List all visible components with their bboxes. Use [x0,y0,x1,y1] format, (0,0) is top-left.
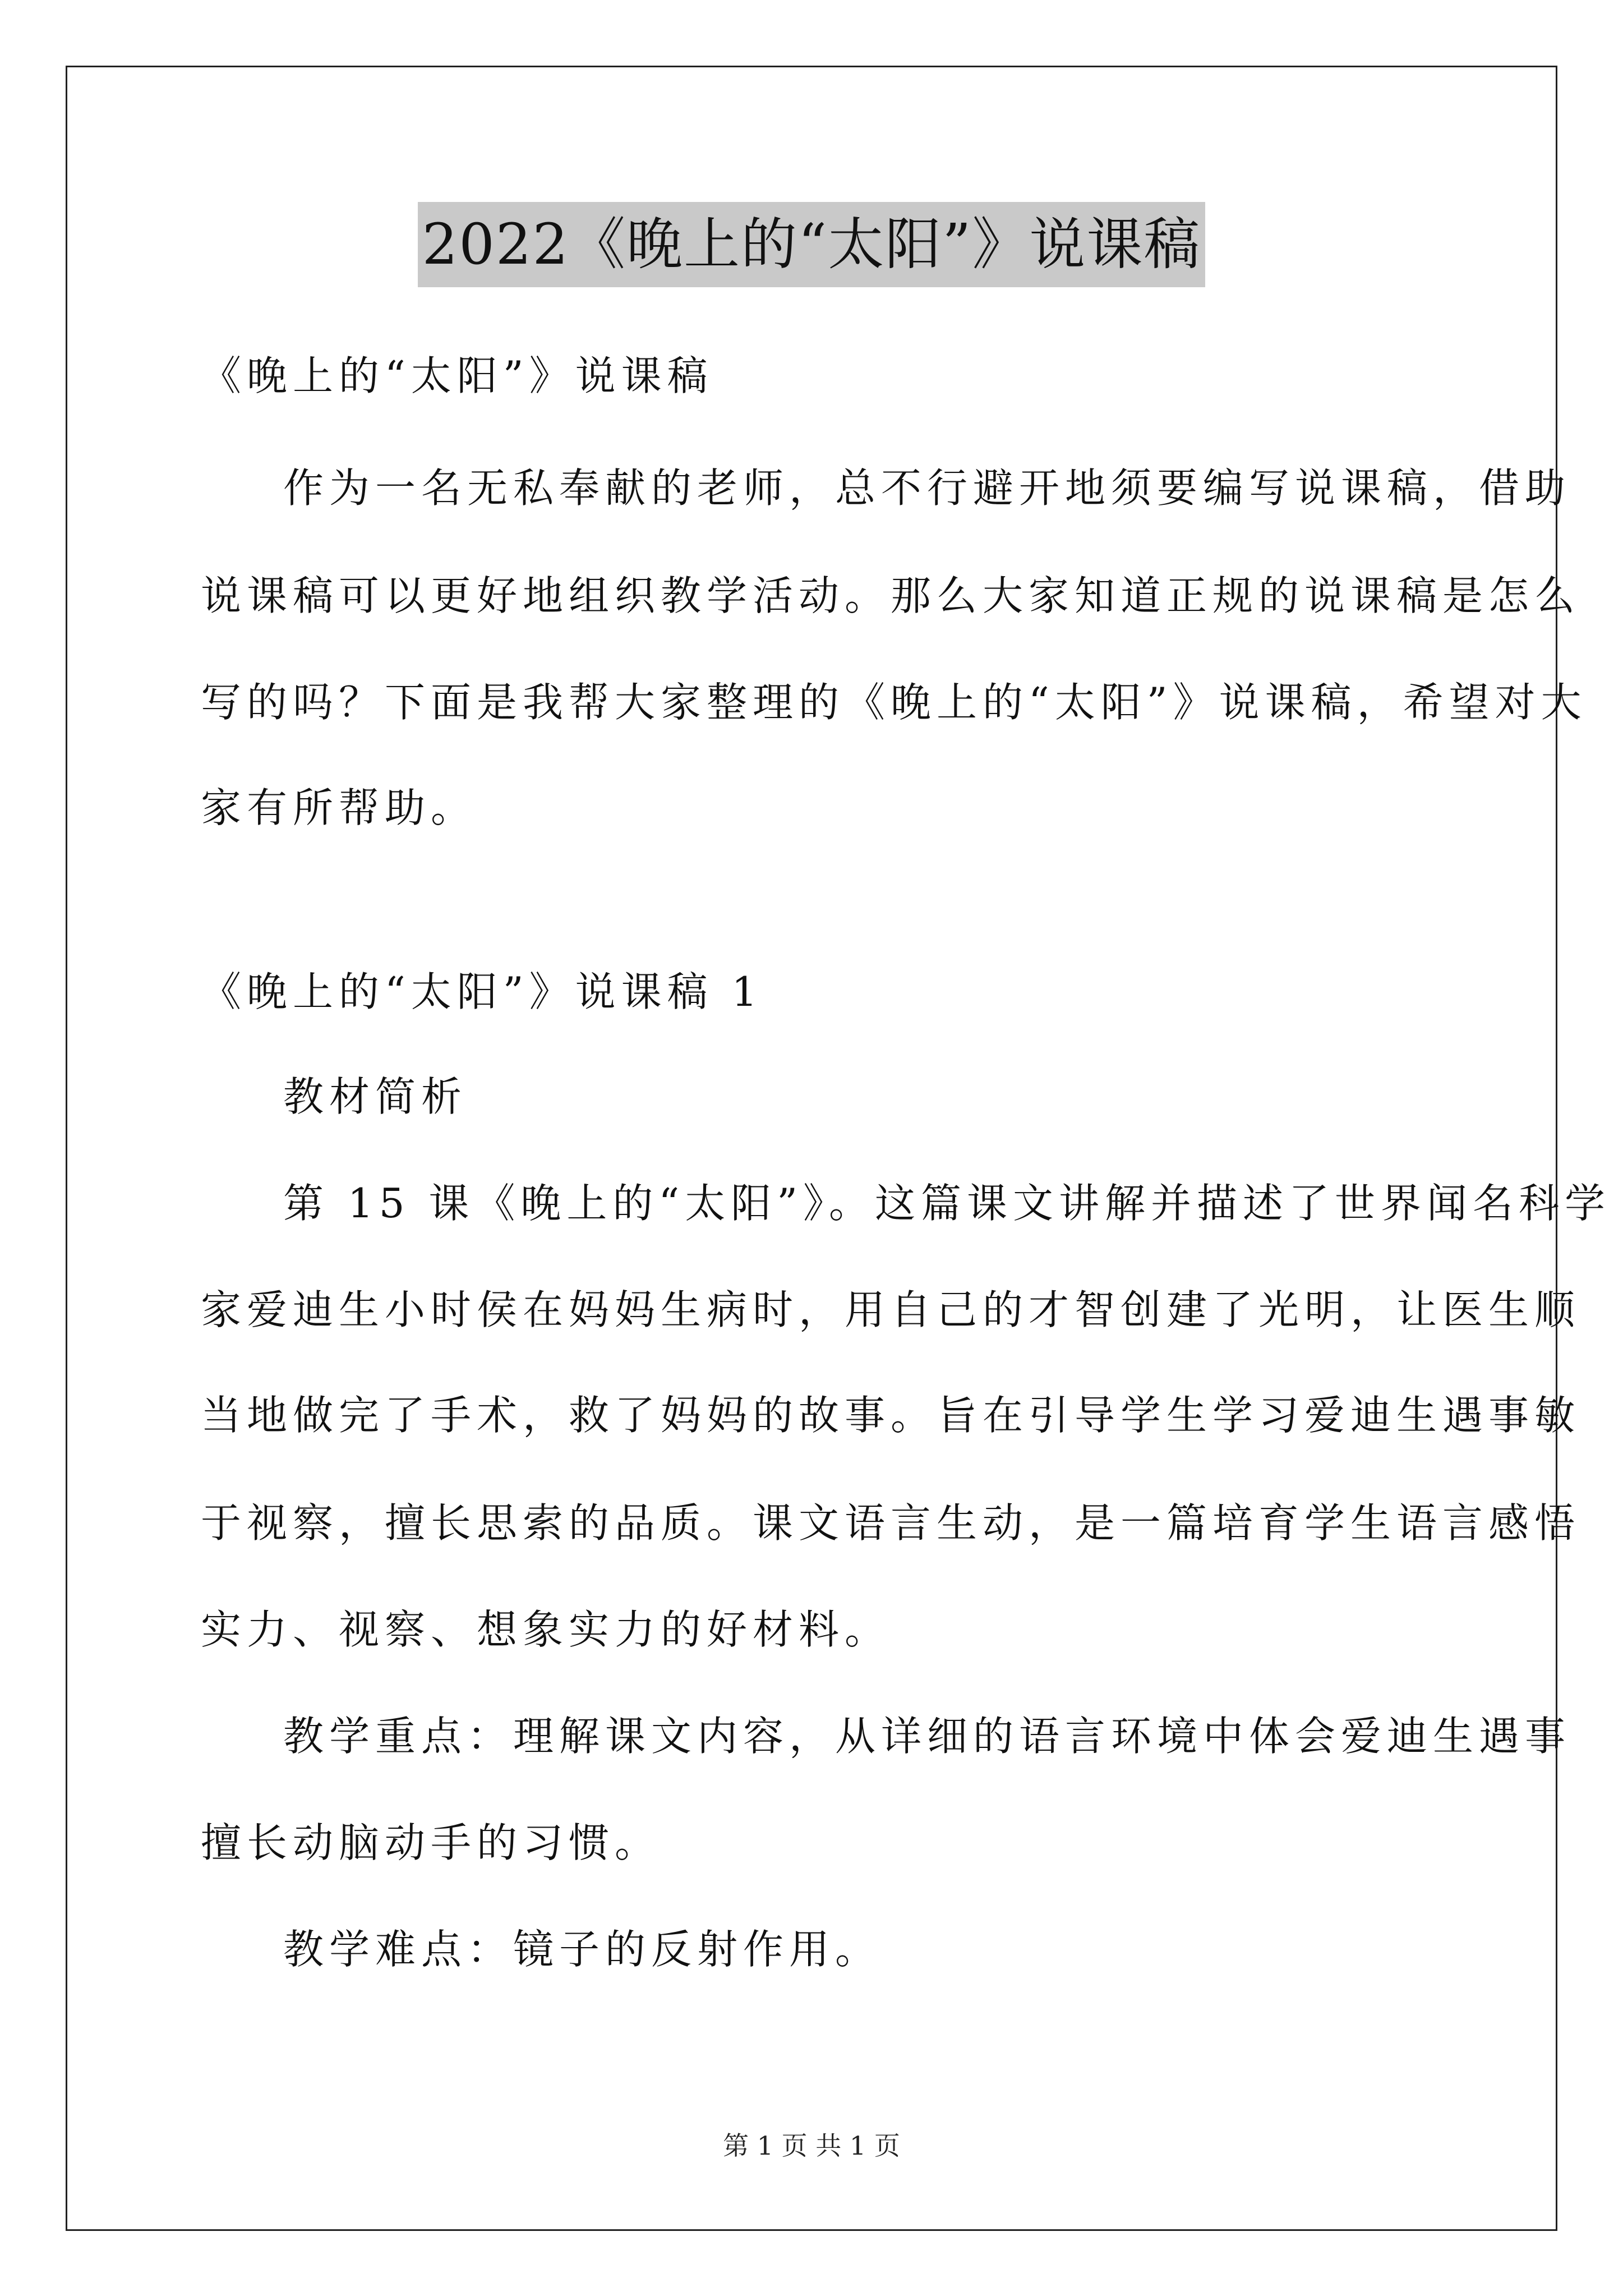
section-heading: 《晚上的“太阳”》说课稿 1 [201,968,763,1015]
paragraph-line: 第 15 课《晚上的“太阳”》。这篇课文讲解并描述了世界闻名科学 [283,1180,1611,1227]
subtitle-line: 《晚上的“太阳”》说课稿 [201,352,713,399]
paragraph-line: 教学难点：镜子的反射作用。 [283,1926,882,1973]
paragraph-line: 写的吗？下面是我帮大家整理的《晚上的“太阳”》说课稿，希望对大 [201,679,1587,726]
section-subheading: 教材简析 [283,1073,468,1120]
paragraph-line: 教学重点：理解课文内容，从详细的语言环境中体会爱迪生遇事 [283,1713,1571,1760]
page-footer: 第 1 页 共 1 页 [723,2131,900,2161]
paragraph-line: 家爱迪生小时侯在妈妈生病时，用自己的才智创建了光明，让医生顺 [201,1286,1581,1333]
document-title: 2022《晚上的“太阳”》说课稿 [418,202,1206,287]
title-container [0,202,1623,287]
paragraph-line: 当地做完了手术，救了妈妈的故事。旨在引导学生学习爱迪生遇事敏 [201,1392,1581,1439]
paragraph-line: 家有所帮助。 [201,784,477,831]
paragraph-line: 实力、视察、想象实力的好材料。 [201,1606,891,1653]
paragraph-line: 作为一名无私奉献的老师，总不行避开地须要编写说课稿，借助 [283,464,1571,512]
paragraph-line: 说课稿可以更好地组织教学活动。那么大家知道正规的说课稿是怎么 [201,572,1581,619]
paragraph-line: 擅长动脑动手的习惯。 [201,1819,661,1866]
paragraph-line: 于视察，擅长思索的品质。课文语言生动，是一篇培育学生语言感悟 [201,1499,1581,1547]
